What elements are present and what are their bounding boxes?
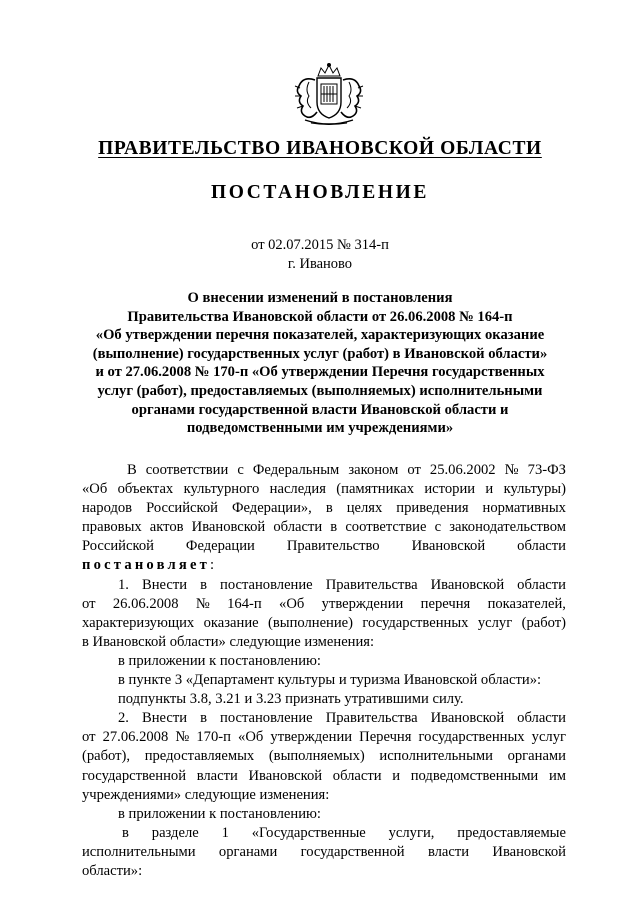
- word: области: [332, 767, 382, 784]
- word: №: [504, 462, 519, 478]
- word: истории: [424, 481, 476, 498]
- word: услуг: [477, 614, 513, 631]
- body-line: [82, 518, 566, 537]
- word: приведения: [396, 500, 469, 517]
- word: нормативных: [482, 500, 566, 517]
- body-line: подпункты 3.8, 3.21 и 3.23 признать утратившими силу.: [118, 691, 464, 708]
- word: от: [82, 729, 96, 746]
- document-body: [82, 461, 566, 881]
- body-line: [82, 461, 566, 480]
- word: Перечня: [359, 729, 412, 746]
- body-line: [82, 843, 566, 862]
- word: Внести: [141, 576, 188, 593]
- word: Ивановской: [248, 767, 323, 784]
- body-line: [82, 480, 566, 499]
- word: «Об: [238, 729, 264, 746]
- word: соответствие: [345, 519, 427, 536]
- word: 26.06.2008: [112, 595, 179, 612]
- decree-colon: :: [210, 557, 215, 574]
- word: и: [485, 481, 494, 498]
- word: подведомственными: [410, 767, 539, 784]
- word: «Об: [279, 595, 305, 612]
- heading-line: «Об утверждении перечня показателей, характеризующих оказание: [95, 327, 545, 344]
- word: услуг: [531, 729, 566, 746]
- word: органами: [507, 748, 566, 765]
- word: государственных: [418, 729, 525, 746]
- word: постановление: [220, 710, 313, 727]
- heading-line: О внесении изменений в постановления: [187, 290, 453, 306]
- word: Правительство: [286, 538, 380, 555]
- word: соответствии: [145, 462, 229, 478]
- word: государственной: [82, 767, 187, 784]
- word: утверждении: [321, 595, 404, 612]
- coat-of-arms-icon: [291, 62, 367, 126]
- word: объектах: [117, 481, 174, 498]
- word: Ивановской: [430, 576, 505, 593]
- word: культуры): [503, 481, 566, 498]
- body-line: [82, 747, 566, 766]
- word: Ивановской: [492, 843, 566, 860]
- word: органами: [218, 843, 278, 860]
- word: исполнительными: [82, 843, 196, 860]
- body-line: [82, 614, 566, 633]
- word: «Об: [82, 481, 108, 498]
- word: в: [122, 824, 129, 841]
- body-line: [82, 595, 566, 614]
- body-line: [82, 499, 566, 518]
- word: №: [195, 595, 210, 612]
- word: с: [237, 462, 244, 478]
- body-line: [82, 824, 566, 843]
- word: области: [273, 519, 323, 536]
- body-line: области»:: [82, 862, 143, 879]
- word: 2.: [118, 710, 129, 727]
- decree-line: [82, 556, 566, 575]
- word: культурного: [183, 481, 260, 498]
- word: законодательством: [449, 519, 566, 536]
- word: Правительства: [325, 576, 418, 593]
- city: г. Иваново: [287, 256, 353, 272]
- word: (работ),: [82, 748, 131, 765]
- word: показателей,: [487, 595, 566, 612]
- word: государственной: [300, 843, 405, 860]
- word: государственных: [362, 614, 469, 631]
- decree-word: постановляет: [82, 557, 210, 574]
- body-line: учреждениями» следующие изменения:: [82, 786, 330, 803]
- word: (памятниках: [336, 481, 415, 498]
- word: власти: [196, 767, 238, 784]
- word: правовых: [82, 519, 142, 536]
- word: области: [517, 710, 566, 727]
- word: народов: [82, 500, 133, 517]
- word: 1: [221, 824, 229, 841]
- word: постановление: [220, 576, 313, 593]
- word: Ивановской: [430, 710, 505, 727]
- body-line: [82, 537, 566, 556]
- word: в: [325, 500, 333, 517]
- word: 73-ФЗ: [527, 462, 566, 478]
- word: Правительства: [325, 710, 418, 727]
- word: от: [407, 462, 421, 478]
- word: оказание: [203, 614, 259, 631]
- word: перечня: [420, 595, 471, 612]
- word: 1.: [118, 576, 129, 593]
- body-line: [82, 728, 566, 747]
- body-line: [82, 767, 566, 786]
- word: Федеральным: [252, 462, 340, 478]
- word: №: [175, 729, 190, 746]
- heading-line: и от 27.06.2008 № 170-п «Об утверждении Перечня государственных: [95, 364, 545, 381]
- word: (выполнение): [268, 614, 354, 631]
- word: 164-п: [227, 595, 262, 612]
- word: исполнительными: [379, 748, 493, 765]
- body-line: в приложении к постановлению:: [118, 805, 321, 822]
- word: предоставляемых: [144, 748, 255, 765]
- word: Российской: [146, 500, 218, 517]
- word: 27.06.2008: [102, 729, 169, 746]
- body-line: в приложении к постановлению:: [118, 652, 321, 669]
- word: им: [548, 767, 566, 784]
- word: в: [200, 710, 207, 727]
- body-line: [82, 709, 566, 728]
- word: предоставляемые: [457, 824, 566, 841]
- heading-line: органами государственной власти Ивановской области и: [131, 401, 509, 418]
- word: 170-п: [196, 729, 231, 746]
- date-number: от 02.07.2015 № 314-п: [251, 237, 389, 253]
- word: области: [517, 538, 566, 555]
- word: в: [330, 519, 338, 536]
- word: Внести: [141, 710, 188, 727]
- word: Российской: [82, 538, 154, 555]
- heading-line: подведомственными им учреждениями»: [186, 420, 454, 437]
- word: утверждении: [270, 729, 353, 746]
- word: законом: [348, 462, 399, 478]
- heading-line: (выполнение) государственных услуг (работ) в Ивановской области»: [92, 345, 548, 362]
- body-line: в Ивановской области» следующие изменения:: [82, 633, 375, 650]
- word: (работ): [521, 614, 566, 631]
- word: характеризующих: [82, 614, 195, 631]
- word: «Государственные: [251, 824, 366, 841]
- body-line: в пункте 3 «Департамент культуры и туризма Ивановской области»:: [118, 672, 542, 689]
- word: в: [200, 576, 207, 593]
- word: актов: [149, 519, 184, 536]
- body-line: [82, 576, 566, 595]
- document-type: ПОСТАНОВЛЕНИЕ: [210, 182, 430, 203]
- government-title: ПРАВИТЕЛЬСТВО ИВАНОВСКОЙ ОБЛАСТИ: [98, 138, 542, 159]
- word: услуги,: [388, 824, 435, 841]
- word: от: [82, 595, 96, 612]
- word: В: [127, 462, 137, 478]
- document-heading: [80, 289, 560, 438]
- word: разделе: [151, 824, 199, 841]
- word: Федерации»,: [231, 500, 312, 517]
- heading-line: Правительства Ивановской области от 26.06.2008 № 164-п: [127, 308, 513, 325]
- word: области: [517, 576, 566, 593]
- word: (выполняемых): [268, 748, 365, 765]
- word: Ивановской: [411, 538, 486, 555]
- word: Ивановской: [191, 519, 266, 536]
- word: 25.06.2002: [429, 462, 496, 478]
- word: и: [392, 767, 401, 784]
- word: с: [434, 519, 442, 536]
- word: целях: [346, 500, 383, 517]
- heading-line: услуг (работ), предоставляемых (выполняемых) исполнительными: [97, 382, 543, 399]
- word: Федерации: [185, 538, 255, 555]
- word: власти: [427, 843, 470, 860]
- word: наследия: [269, 481, 326, 498]
